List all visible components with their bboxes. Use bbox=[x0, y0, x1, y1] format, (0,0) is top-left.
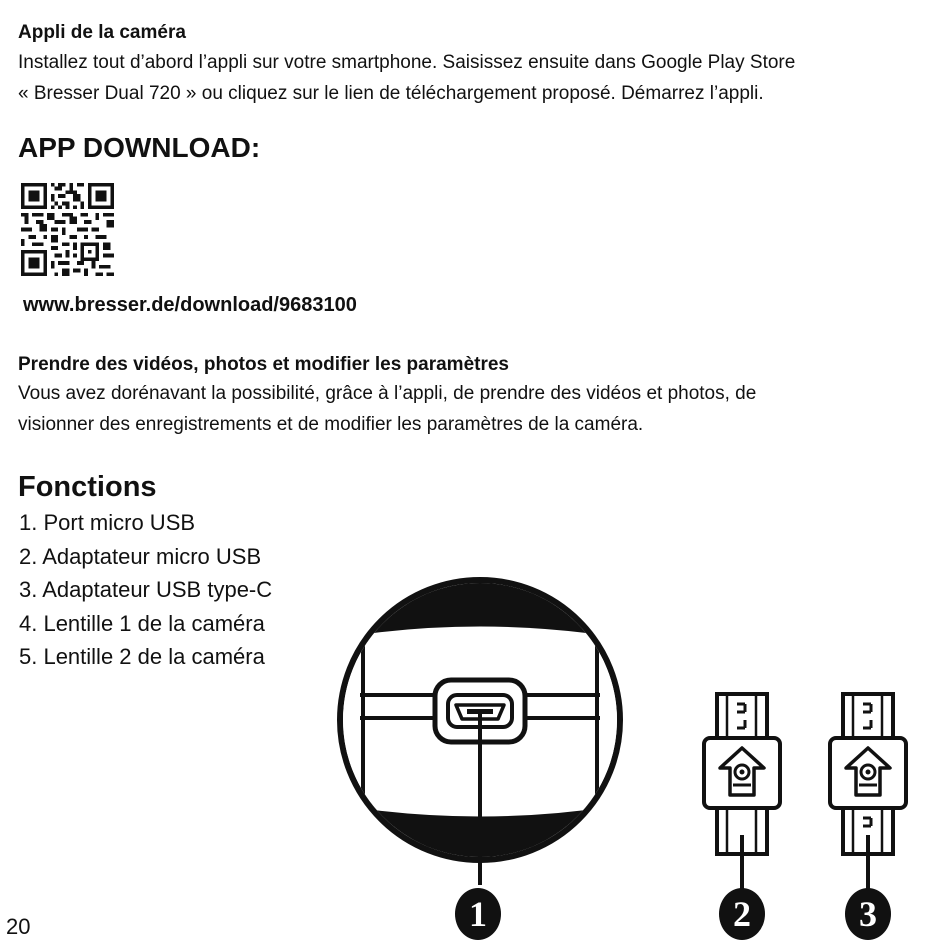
app-text-line-2: « Bresser Dual 720 » ou cliquez sur le lien de téléchargement proposé. Démarrez l’appli. bbox=[18, 83, 764, 104]
list-item: 4. Lentille 1 de la caméra bbox=[19, 610, 265, 636]
qr-code-icon[interactable] bbox=[21, 183, 114, 276]
functions-list bbox=[19, 506, 272, 674]
videos-section-heading: Prendre des vidéos, photos et modifier les paramètres bbox=[18, 354, 509, 375]
usb-type-c-adapter-illustration bbox=[826, 690, 916, 890]
page-number: 20 bbox=[6, 914, 31, 939]
app-text-line-1: Installez tout d’abord l’appli sur votre smartphone. Saisissez ensuite dans Google Play Store bbox=[18, 52, 796, 73]
app-download-heading: APP DOWNLOAD: bbox=[18, 132, 261, 163]
app-section-text bbox=[18, 47, 943, 109]
callout-3: 3 bbox=[845, 888, 891, 940]
list-item: 1. Port micro USB bbox=[19, 510, 196, 535]
functions-heading: Fonctions bbox=[18, 471, 157, 503]
download-url-link[interactable]: www.bresser.de/download/9683100 bbox=[23, 294, 357, 316]
camera-usb-port-illustration bbox=[330, 555, 630, 885]
videos-text-line-2: visionner des enregistrements et de modifier les paramètres de la caméra. bbox=[18, 414, 644, 435]
micro-usb-adapter-illustration bbox=[700, 690, 790, 890]
callout-2: 2 bbox=[719, 888, 765, 940]
videos-section-text bbox=[18, 378, 943, 440]
videos-text-line-1: Vous avez dorénavant la possibilité, grâce à l’appli, de prendre des vidéos et photos, de bbox=[18, 383, 757, 404]
list-item: 5. Lentille 2 de la caméra bbox=[19, 644, 265, 669]
callout-1: 1 bbox=[455, 888, 501, 940]
list-item: 3. Adaptateur USB type-C bbox=[19, 577, 273, 602]
list-item: 2. Adaptateur micro USB bbox=[19, 543, 262, 569]
app-section-heading: Appli de la caméra bbox=[18, 22, 186, 43]
